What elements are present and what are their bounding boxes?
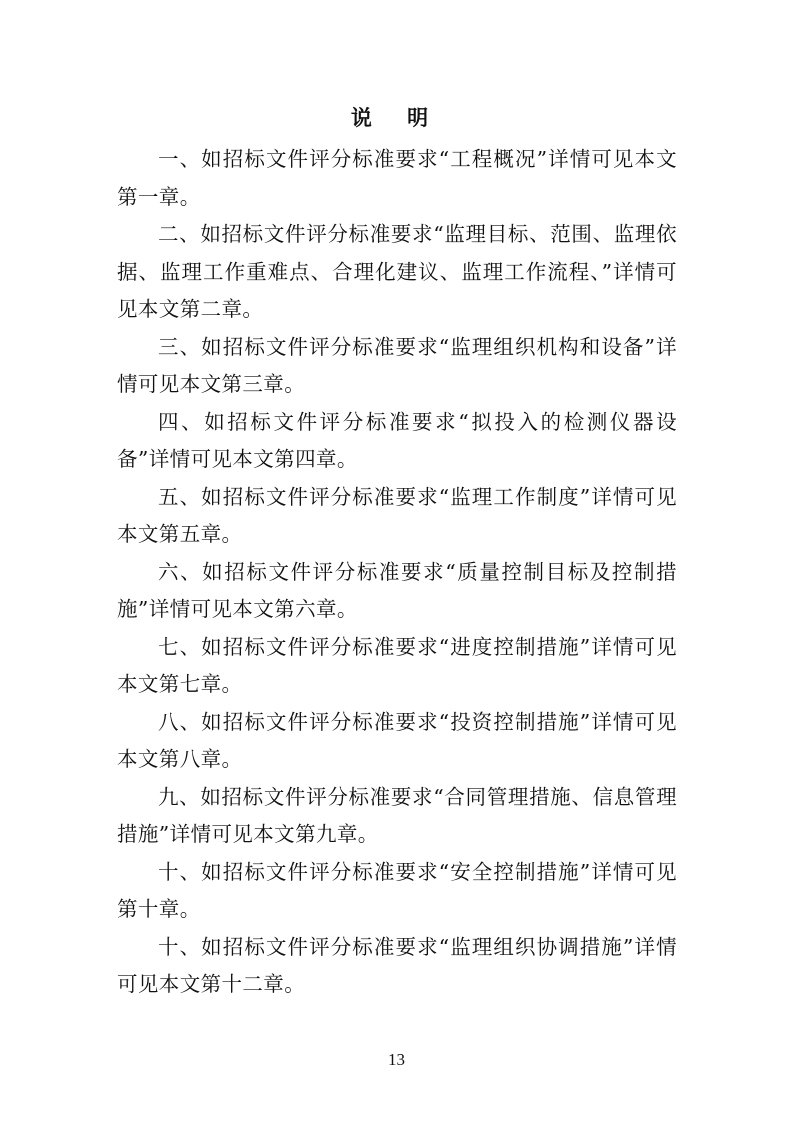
- body-text: [117, 141, 677, 1004]
- paragraph-1: 一、如招标文件评分标准要求“工程概况”详情可见本文第一章。: [117, 147, 677, 209]
- paragraph-11: 十、如招标文件评分标准要求“监理组织协调措施”详情可见本文第十二章。: [117, 934, 677, 996]
- paragraph-6: 六、如招标文件评分标准要求“质量控制目标及控制措施”详情可见本文第六章。: [117, 559, 677, 621]
- paragraph-10: 十、如招标文件评分标准要求“安全控制措施”详情可见第十章。: [117, 859, 677, 921]
- page-number: 13: [388, 1050, 405, 1069]
- paragraph-7: 七、如招标文件评分标准要求“进度控制措施”详情可见本文第七章。: [117, 634, 677, 696]
- paragraph-2: 二、如招标文件评分标准要求“监理目标、范围、监理依据、监理工作重难点、合理化建议、监理工作流程、”详情可见本文第二章。: [117, 222, 677, 321]
- page-title: 说 明: [350, 106, 443, 130]
- paragraph-5: 五、如招标文件评分标准要求“监理工作制度”详情可见本文第五章。: [117, 484, 677, 546]
- paragraph-8: 八、如招标文件评分标准要求“投资控制措施”详情可见本文第八章。: [117, 709, 677, 771]
- paragraph-4: 四、如招标文件评分标准要求“拟投入的检测仪器设备”详情可见本文第四章。: [117, 409, 677, 471]
- paragraph-9: 九、如招标文件评分标准要求“合同管理措施、信息管理措施”详情可见本文第九章。: [117, 784, 677, 846]
- paragraph-3: 三、如招标文件评分标准要求“监理组织机构和设备”详情可见本文第三章。: [117, 334, 677, 396]
